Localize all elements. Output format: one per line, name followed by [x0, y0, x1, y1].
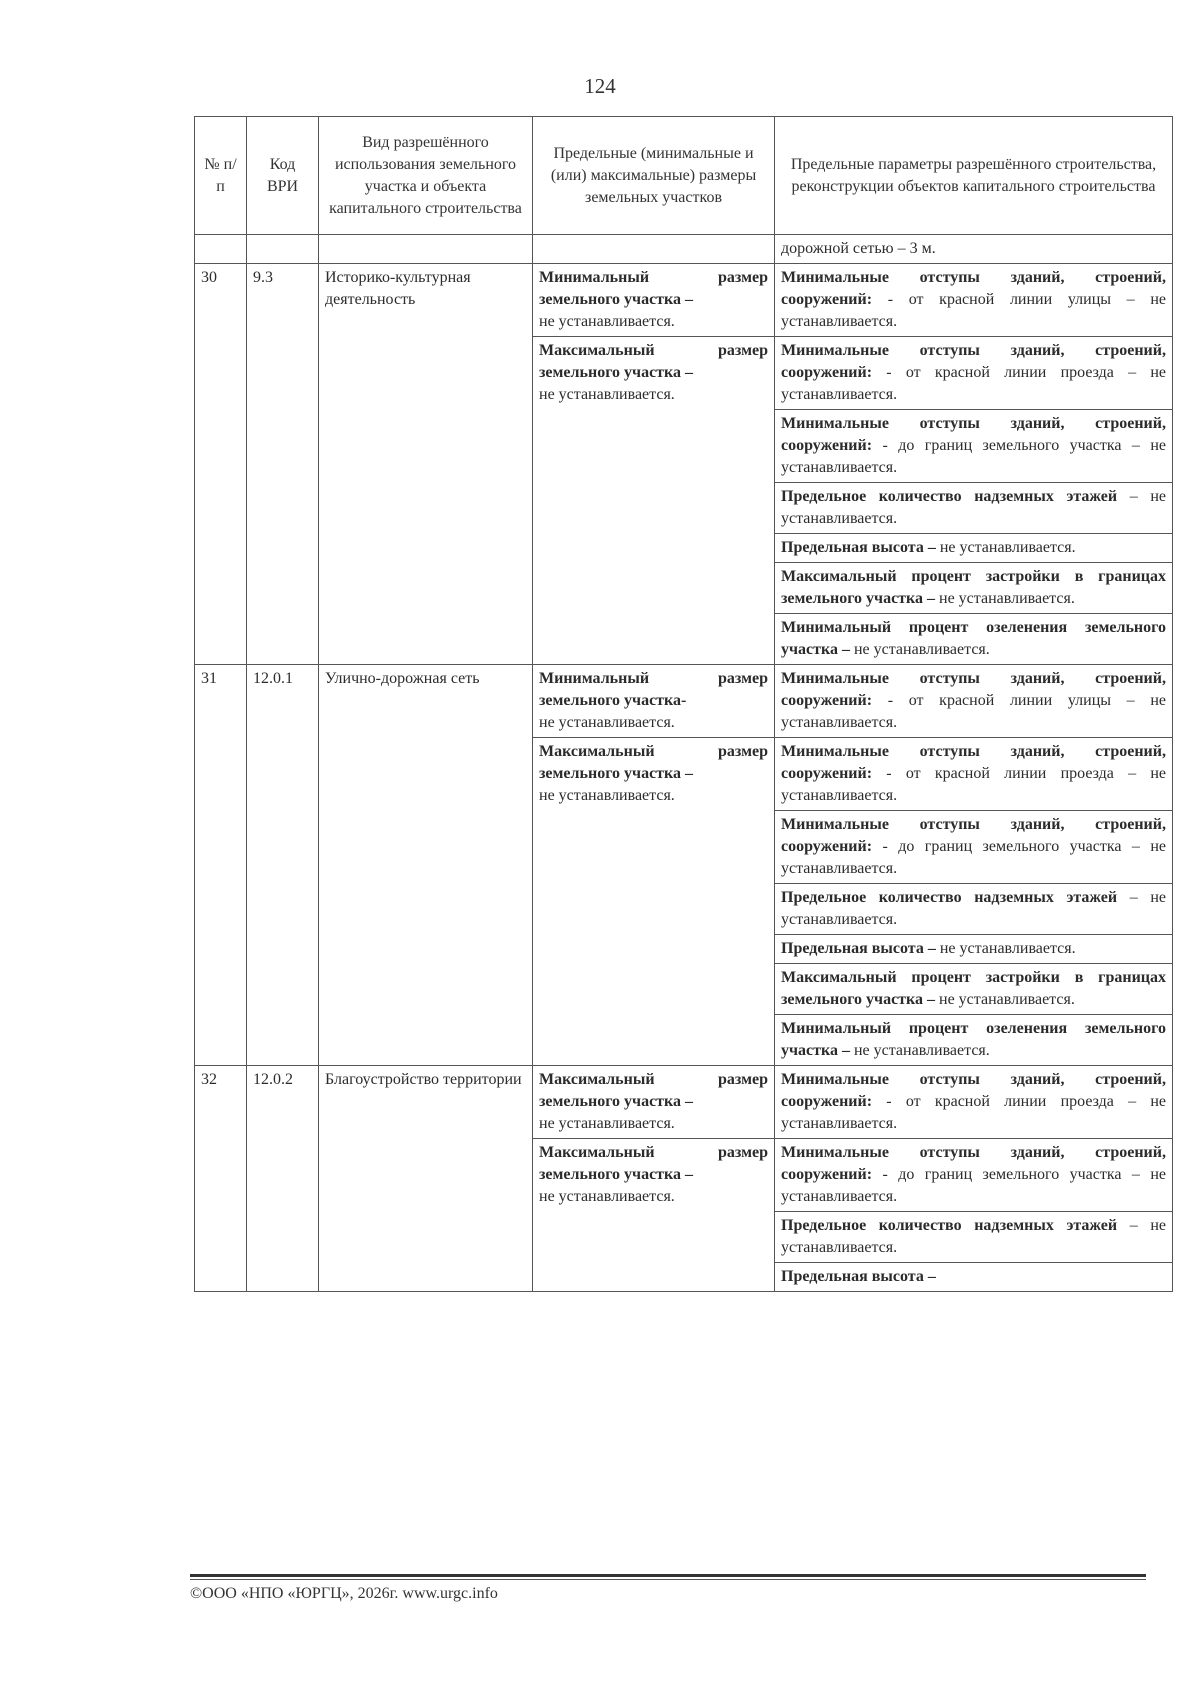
- min-plot-size-value: не устанавливается.: [539, 313, 675, 330]
- parameter-title: Минимальные отступы зданий, строений, сооружений:: [781, 269, 1166, 308]
- table-header-row: [195, 117, 1173, 235]
- table-row: [195, 264, 1173, 337]
- construction-parameter: [775, 665, 1173, 738]
- min-plot-size: [533, 665, 775, 738]
- header-use: Вид разрешённого использования земельного участка и объекта капитального строительства: [319, 117, 533, 235]
- max-plot-size-value: не устанавливается.: [539, 1188, 675, 1205]
- parameter-title: Максимальный процент застройки в границах земельного участка –: [781, 969, 1166, 1008]
- construction-parameter: [775, 935, 1173, 964]
- construction-parameter: [775, 614, 1173, 665]
- max-plot-size-title: Максимальный размер земельного участка –: [539, 743, 768, 782]
- max-plot-size: [533, 1139, 775, 1292]
- parameter-text: не устанавливается.: [853, 1042, 990, 1059]
- parameter-title: Минимальные отступы зданий, строений, сооружений:: [781, 1071, 1166, 1110]
- parameter-text: - до границ земельного участка – не устанавливается.: [781, 838, 1167, 877]
- parameter-title: Максимальный процент застройки в границах земельного участка –: [781, 568, 1166, 607]
- table-body: [195, 235, 1173, 1292]
- header-limits: Предельные (минимальные и (или) максимальные) размеры земельных участков: [533, 117, 775, 235]
- parameter-title: Предельная высота –: [781, 940, 936, 957]
- header-params: Предельные параметры разрешённого строительства, реконструкции объектов капитального строительства: [775, 117, 1173, 235]
- row-code: 12.0.2: [247, 1066, 319, 1292]
- min-plot-size: [533, 1066, 775, 1139]
- min-plot-size-value: не устанавливается.: [539, 714, 675, 731]
- parameter-text: – не устанавливается.: [781, 488, 1166, 527]
- max-plot-size-title: Максимальный размер земельного участка –: [539, 1144, 768, 1183]
- parameter-title: Предельное количество надземных этажей: [781, 889, 1118, 906]
- max-plot-size-value: не устанавливается.: [539, 787, 675, 804]
- continuation-row: [195, 235, 1173, 264]
- parameter-title: Минимальные отступы зданий, строений, сооружений:: [781, 816, 1166, 855]
- parameter-title: Минимальный процент озеленения земельного участка –: [781, 1020, 1166, 1059]
- construction-parameter: [775, 337, 1173, 410]
- row-number: 30: [195, 264, 247, 665]
- parameter-text: - от красной линии проезда – не устанавливается.: [781, 765, 1167, 804]
- row-code: 9.3: [247, 264, 319, 665]
- min-plot-size-title: Максимальный размер земельного участка –: [539, 1071, 768, 1110]
- construction-parameter: [775, 483, 1173, 534]
- min-plot-size-title: Минимальный размер земельного участка –: [539, 269, 768, 308]
- parameter-title: Минимальные отступы зданий, строений, сооружений:: [781, 743, 1166, 782]
- table-row: [195, 1066, 1173, 1139]
- parameter-text: – не устанавливается.: [781, 1217, 1166, 1256]
- parameter-text: - до границ земельного участка – не устанавливается.: [781, 437, 1167, 476]
- construction-parameter: [775, 964, 1173, 1015]
- parameter-text: - до границ земельного участка – не устанавливается.: [781, 1166, 1167, 1205]
- construction-parameter: [775, 410, 1173, 483]
- parameter-title: Предельное количество надземных этажей: [781, 488, 1118, 505]
- parameter-title: Предельная высота –: [781, 1268, 936, 1285]
- parameter-text: не устанавливается.: [939, 590, 1075, 607]
- construction-parameter: [775, 1139, 1173, 1212]
- parameter-text: - от красной линии улицы – не устанавливается.: [781, 291, 1167, 330]
- min-plot-size-value: не устанавливается.: [539, 1115, 675, 1132]
- min-plot-size-title: Минимальный размер земельного участка-: [539, 670, 768, 709]
- parameter-title: Минимальный процент озеленения земельного участка –: [781, 619, 1166, 658]
- regulations-table: [194, 116, 1173, 1292]
- parameter-text: - от красной линии проезда – не устанавливается.: [781, 1093, 1167, 1132]
- construction-parameter: [775, 1015, 1173, 1066]
- row-number: 32: [195, 1066, 247, 1292]
- row-use-type: Улично-дорожная сеть: [319, 665, 533, 1066]
- max-plot-size-value: не устанавливается.: [539, 386, 675, 403]
- parameter-text: - от красной линии улицы – не устанавливается.: [781, 692, 1167, 731]
- header-code: Код ВРИ: [247, 117, 319, 235]
- parameter-text: – не устанавливается.: [781, 889, 1166, 928]
- page-number: 124: [584, 74, 616, 98]
- parameter-text: не устанавливается.: [853, 641, 990, 658]
- parameter-text: не устанавливается.: [939, 539, 1076, 556]
- construction-parameter: [775, 1212, 1173, 1263]
- header-num: № п/п: [195, 117, 247, 235]
- parameter-text: не устанавливается.: [939, 991, 1075, 1008]
- row-use-type: Историко-культурная деятельность: [319, 264, 533, 665]
- construction-parameter: [775, 1066, 1173, 1139]
- footer-copyright: ©ООО «НПО «ЮРГЦ», 2026г. www.urgc.info: [190, 1585, 498, 1602]
- construction-parameter: [775, 884, 1173, 935]
- row-use-type: Благоустройство территории: [319, 1066, 533, 1292]
- parameter-text: не устанавливается.: [939, 940, 1076, 957]
- parameter-title: Минимальные отступы зданий, строений, сооружений:: [781, 415, 1166, 454]
- table-row: [195, 665, 1173, 738]
- construction-parameter: [775, 264, 1173, 337]
- construction-parameter: [775, 563, 1173, 614]
- row-code: 12.0.1: [247, 665, 319, 1066]
- continuation-text: дорожной сетью – 3 м.: [775, 235, 1173, 264]
- parameter-title: Минимальные отступы зданий, строений, сооружений:: [781, 342, 1166, 381]
- construction-parameter: [775, 1263, 1173, 1292]
- construction-parameter: [775, 811, 1173, 884]
- max-plot-size-title: Максимальный размер земельного участка –: [539, 342, 768, 381]
- min-plot-size: [533, 264, 775, 337]
- max-plot-size: [533, 337, 775, 665]
- footer-divider: [190, 1574, 1146, 1580]
- max-plot-size: [533, 738, 775, 1066]
- parameter-title: Предельное количество надземных этажей: [781, 1217, 1118, 1234]
- parameter-title: Минимальные отступы зданий, строений, сооружений:: [781, 670, 1166, 709]
- parameter-title: Минимальные отступы зданий, строений, сооружений:: [781, 1144, 1166, 1183]
- row-number: 31: [195, 665, 247, 1066]
- construction-parameter: [775, 534, 1173, 563]
- parameter-title: Предельная высота –: [781, 539, 936, 556]
- parameter-text: - от красной линии проезда – не устанавливается.: [781, 364, 1167, 403]
- construction-parameter: [775, 738, 1173, 811]
